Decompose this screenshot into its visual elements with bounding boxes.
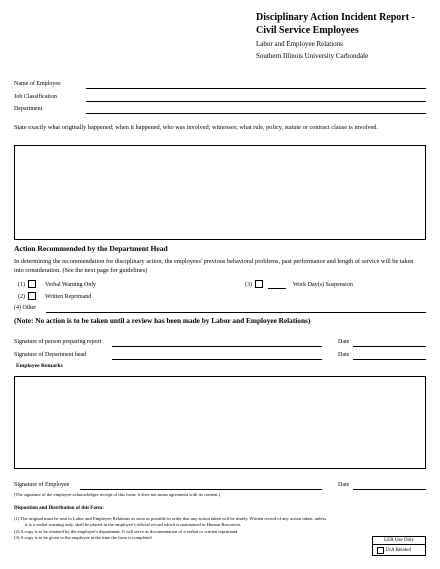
- employee-name-field[interactable]: [86, 88, 426, 89]
- employee-date-label: Date: [338, 482, 350, 488]
- verbal-warning-checkbox[interactable]: [28, 280, 36, 288]
- job-classification-label: Job Classification: [14, 94, 57, 100]
- preparer-signature-field[interactable]: [112, 346, 322, 347]
- employee-signature-field[interactable]: [80, 489, 322, 490]
- office-name: Labor and Employee Relations: [256, 40, 343, 48]
- report-title: Disciplinary Action Incident Report -: [256, 12, 415, 23]
- option-1-number: (1): [18, 282, 25, 288]
- employee-date-field[interactable]: [353, 489, 426, 490]
- preparer-date-label: Date: [338, 339, 350, 345]
- employee-remarks-heading: Employee Remarks: [16, 363, 63, 369]
- incident-description-box[interactable]: [14, 145, 426, 240]
- review-note: (Note: No action is to be taken until a review has been made by Labor and Employee Relations): [14, 316, 311, 325]
- department-label: Department: [14, 106, 43, 112]
- head-signature-field[interactable]: [112, 359, 322, 360]
- employee-signature-label: Signature of Employee: [14, 482, 70, 488]
- da-related-checkbox[interactable]: [377, 547, 384, 554]
- suspension-checkbox[interactable]: [255, 280, 263, 288]
- department-field[interactable]: [86, 113, 426, 114]
- option-4-other-label: (4) Other: [14, 305, 37, 311]
- job-classification-field[interactable]: [86, 101, 426, 102]
- verbal-warning-label: Verbal Warning Only: [45, 282, 97, 288]
- incident-instructions: State exactly what originally happened; when it happened, who was involved; witnesses; what rule, policy, statute or contract clause is involved.: [14, 124, 379, 131]
- head-date-label: Date: [338, 352, 350, 358]
- report-subtitle: Civil Service Employees: [256, 25, 359, 36]
- distribution-heading: Disposition and Distribution of this Form:: [14, 506, 104, 511]
- da-related-label: D/A Related: [386, 548, 411, 553]
- employee-name-label: Name of Employee: [14, 81, 61, 87]
- ler-use-only-box: [372, 536, 426, 556]
- university-name: Southern Illinois University Carbondale: [256, 52, 369, 60]
- written-reprimand-checkbox[interactable]: [28, 292, 36, 300]
- action-heading: Action Recommended by the Department Head: [14, 244, 168, 253]
- other-action-field[interactable]: [46, 312, 426, 313]
- ler-use-only-heading: LER Use Only: [373, 537, 425, 545]
- distribution-item-1-cont: it is a verbal warning only, shall be placed in the employee's official record which is maintained in Human Resources.: [25, 522, 242, 527]
- action-description: In determining the recommendation for disciplinary action, the employees' previous behavioral problems, past performance and length of service will be taken into consideration. (See the next page for guidelines): [14, 258, 414, 274]
- employee-remarks-box[interactable]: [14, 376, 426, 469]
- distribution-item-2: (2) A copy is to be retained by the employee's department. It will serve as documentation of a verbal or written reprimand: [14, 529, 238, 534]
- employee-signature-note: (The signature of the employee acknowledges receipt of this form; it does not mean agreement with its content.): [14, 492, 221, 497]
- option-2-number: (2): [18, 294, 25, 300]
- written-reprimand-label: Written Reprimand: [45, 294, 92, 300]
- distribution-item-1: (1) The original must be sent to Labor and Employee Relations as soon as possible in order that any action taken will be timely. Written record of any action taken, unless: [14, 516, 327, 521]
- preparer-date-field[interactable]: [353, 346, 426, 347]
- suspension-days-field[interactable]: [268, 288, 286, 289]
- distribution-item-3: (3) A copy is to be given to the employee at the time the form is completed: [14, 535, 152, 540]
- preparer-signature-label: Signature of person preparing report: [14, 339, 102, 345]
- option-3-number: (3): [245, 282, 252, 288]
- suspension-label: Work Day(s) Suspension: [293, 282, 353, 288]
- head-signature-label: Signature of Department head: [14, 352, 87, 358]
- head-date-field[interactable]: [353, 359, 426, 360]
